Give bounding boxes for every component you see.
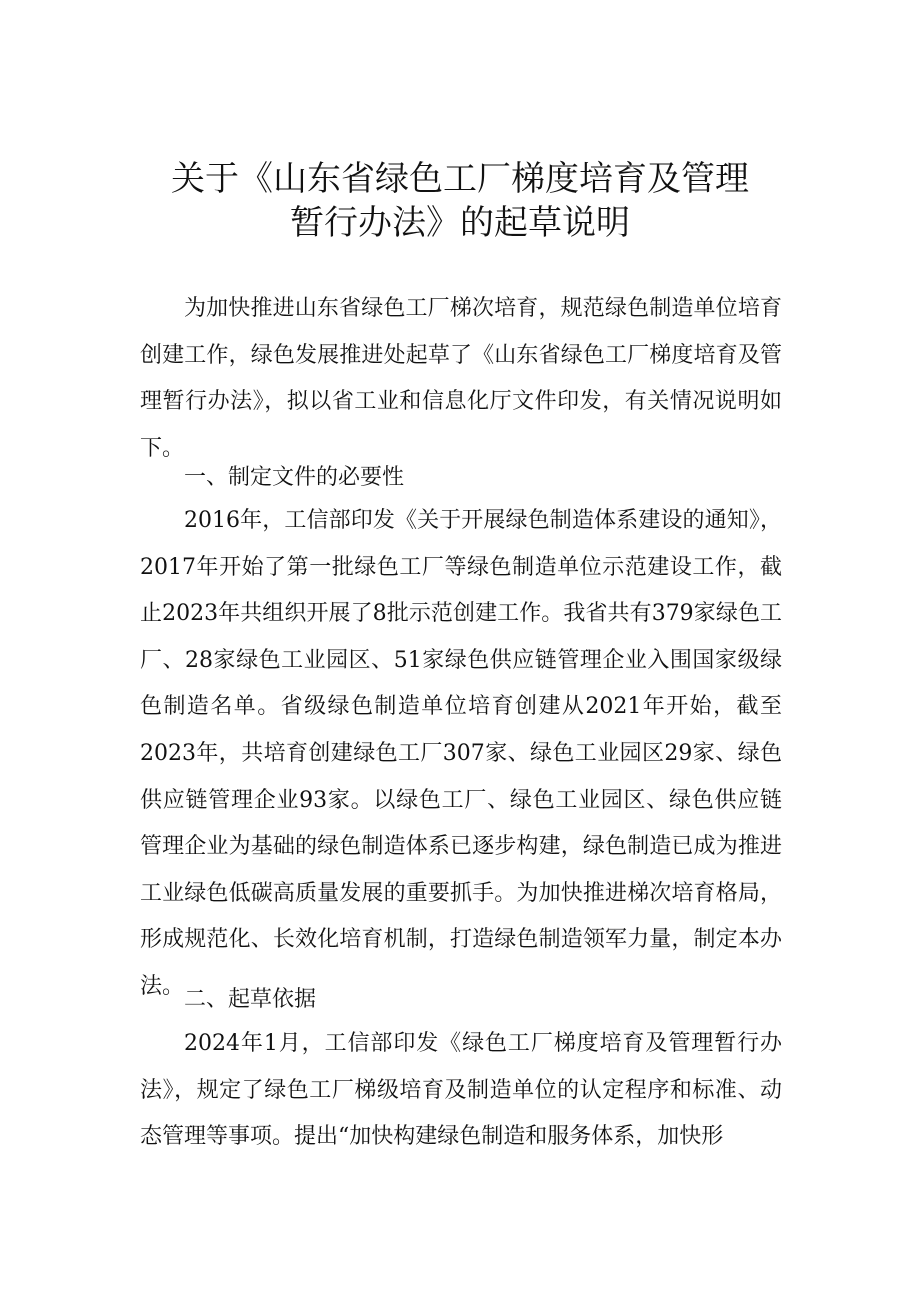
intro-paragraph: 为加快推进山东省绿色工厂梯次培育，规范绿色制造单位培育创建工作，绿色发展推进处起草了《山东省绿色工厂梯度培育及管理暂行办法》，拟以省工业和信息化厅文件印发，有关情况说明如下。 (140, 296, 782, 461)
document-title-line-2: 暂行办法》的起草说明 (290, 203, 630, 243)
section-heading-necessity: 一、制定文件的必要性 (184, 465, 405, 490)
section-heading-basis: 二、起草依据 (184, 987, 317, 1012)
document-title-line-1: 关于《山东省绿色工厂梯度培育及管理 (171, 159, 749, 199)
section-paragraph-necessity: 2016年，工信部印发《关于开展绿色制造体系建设的通知》，2017年开始了第一批绿色工厂等绿色制造单位示范建设工作，截止2023年共组织开展了8批示范创建工作。我省共有379家绿色工厂、28家绿色工业园区、51家绿色供应链管理企业入围国家级绿色制造名单。省级绿色制造单位培育创建从2021年开始，截至2023年，共培育创建绿色工厂307家、绿色工业园区29家、绿色供应链管理企业93家。以绿色工厂、绿色工业园区、绿色供应链管理企业为基础的绿色制造体系已逐步构建，绿色制造已成为推进工业绿色低碳高质量发展的重要抓手。为加快推进梯次培育格局，形成规范化、长效化培育机制，打造绿色制造领军力量，制定本办法。 (140, 508, 782, 999)
section-paragraph-basis: 2024年1月，工信部印发《绿色工厂梯度培育及管理暂行办法》，规定了绿色工厂梯级培育及制造单位的认定程序和标准、动态管理等事项。提出“加快构建绿色制造和服务体系，加快形 (140, 1031, 782, 1150)
